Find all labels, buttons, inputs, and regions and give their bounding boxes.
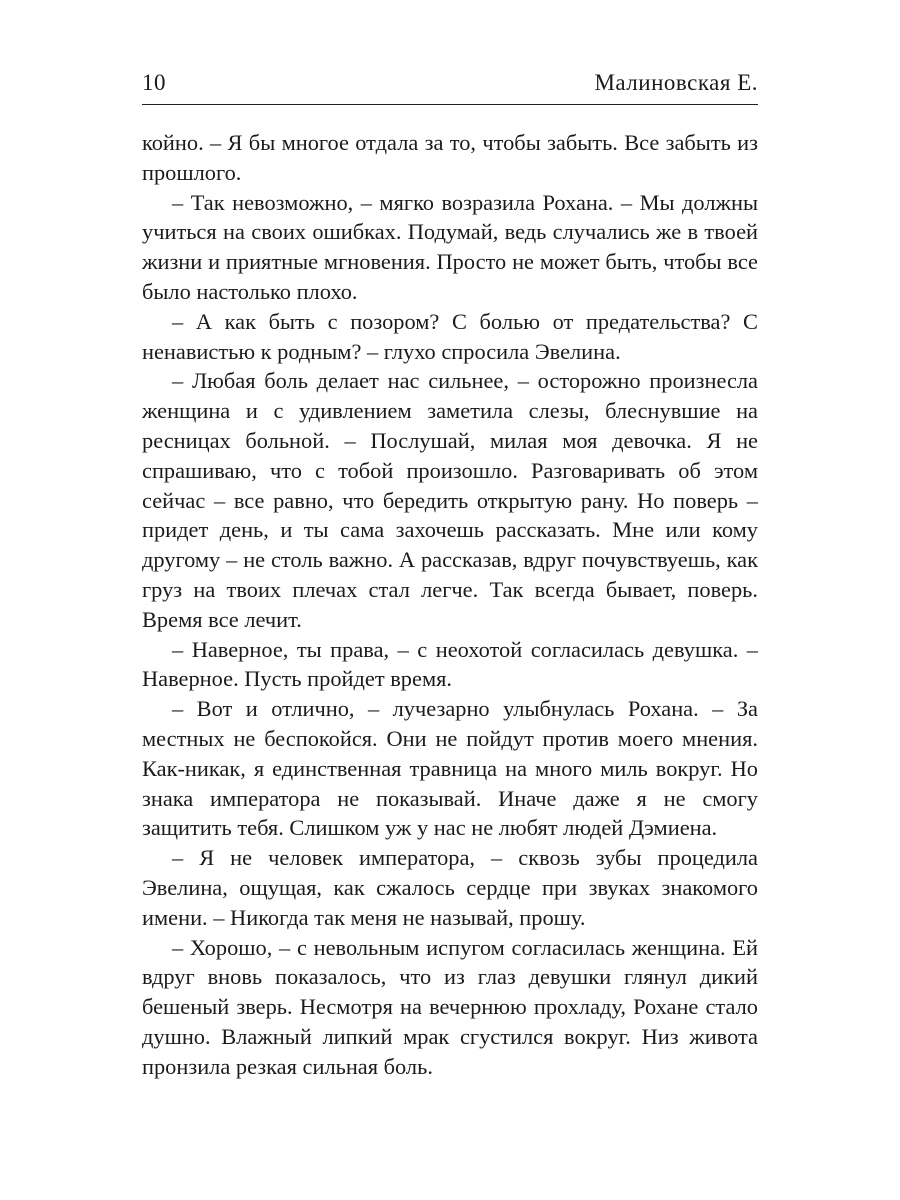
book-page: [142, 0, 758, 1200]
paragraph: – Наверное, ты права, – с неохотой согласилась девушка. – Наверное. Пусть пройдет время.: [142, 636, 758, 692]
paragraph: – Вот и отлично, – лучезарно улыбнулась Рохана. – За местных не беспокойся. Они не пойдут против моего мнения. Как-никак, я единственная травница на много миль вокруг. Но знака императора не показывай. Иначе даже я не смогу защитить тебя. Слишком уж у нас не любят людей Дэмиена.: [142, 696, 758, 841]
paragraph: – Я не человек императора, – сквозь зубы процедила Эвелина, ощущая, как сжалось сердце при звуках знакомого имени. – Никогда так меня не называй, прошу.: [142, 845, 758, 930]
paragraph: – А как быть с позором? С болью от предательства? С ненавистью к родным? – глухо спросила Эвелина.: [142, 308, 758, 364]
header-rule: [142, 104, 758, 105]
paragraph: – Так невозможно, – мягко возразила Рохана. – Мы должны учиться на своих ошибках. Подумай, ведь случались же в твоей жизни и приятные мгновения. Просто не может быть, чтобы все было настолько плохо.: [142, 189, 758, 304]
body-text: [142, 128, 758, 1082]
paragraph: – Любая боль делает нас сильнее, – осторожно произнесла женщина и с удивлением заметила слезы, блеснувшие на ресницах больной. – Послушай, милая моя девочка. Я не спрашиваю, что с тобой произошло. Разговаривать об этом сейчас – все равно, что бередить открытую рану. Но поверь – придет день, и ты сама захочешь рассказать. Мне или кому другому – не столь важно. А рассказав, вдруг почувствуешь, как груз на твоих плечах стал легче. Так всегда бывает, поверь. Время все лечит.: [142, 368, 758, 632]
paragraph: – Хорошо, – с невольным испугом согласилась женщина. Ей вдруг вновь показалось, что из глаз девушки глянул дикий бешеный зверь. Несмотря на вечернюю прохладу, Рохане стало душно. Влажный липкий мрак сгустился вокруг. Низ живота пронзила резкая сильная боль.: [142, 934, 758, 1079]
author-name: Малиновская Е.: [594, 70, 758, 95]
page-number: 10: [142, 70, 166, 95]
paragraph: койно. – Я бы многое отдала за то, чтобы забыть. Все забыть из прошлого.: [142, 130, 758, 185]
running-header: [142, 66, 758, 96]
